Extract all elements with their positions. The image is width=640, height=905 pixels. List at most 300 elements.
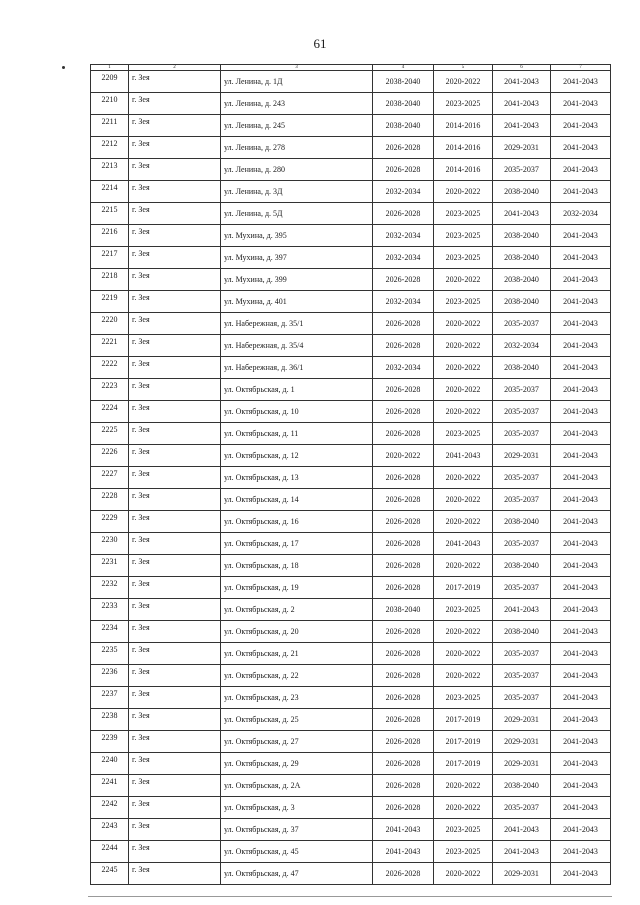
table-body: [91, 71, 611, 885]
period-cell: 2026-2028: [373, 401, 434, 423]
period-cell: 2032-2034: [373, 247, 434, 269]
address-cell: ул. Ленина, д. 278: [221, 137, 373, 159]
period-cell: 2041-2043: [551, 775, 611, 797]
period-cell: 2038-2040: [493, 247, 551, 269]
period-cell: 2041-2043: [551, 599, 611, 621]
period-cell: 2041-2043: [551, 269, 611, 291]
city-cell: г. Зея: [129, 511, 221, 533]
period-cell: 2020-2022: [434, 71, 493, 93]
city-cell: г. Зея: [129, 687, 221, 709]
period-cell: 2035-2037: [493, 489, 551, 511]
city-cell: г. Зея: [129, 225, 221, 247]
table-row: [91, 599, 611, 621]
period-cell: 2041-2043: [551, 687, 611, 709]
period-cell: 2035-2037: [493, 797, 551, 819]
period-cell: 2035-2037: [493, 577, 551, 599]
period-cell: 2023-2025: [434, 687, 493, 709]
period-cell: 2026-2028: [373, 555, 434, 577]
address-cell: ул. Октябрьская, д. 12: [221, 445, 373, 467]
city-cell: г. Зея: [129, 819, 221, 841]
row-number-cell: 2223: [91, 379, 129, 401]
period-cell: 2041-2043: [493, 93, 551, 115]
period-cell: 2041-2043: [493, 203, 551, 225]
period-cell: 2026-2028: [373, 731, 434, 753]
period-cell: 2041-2043: [493, 819, 551, 841]
column-number-header: 5: [434, 65, 493, 71]
table-row: [91, 643, 611, 665]
row-number-cell: 2212: [91, 137, 129, 159]
row-number-cell: 2230: [91, 533, 129, 555]
period-cell: 2035-2037: [493, 533, 551, 555]
row-number-cell: 2215: [91, 203, 129, 225]
row-number-cell: 2240: [91, 753, 129, 775]
period-cell: 2026-2028: [373, 643, 434, 665]
city-cell: г. Зея: [129, 731, 221, 753]
period-cell: 2035-2037: [493, 401, 551, 423]
address-cell: ул. Октябрьская, д. 13: [221, 467, 373, 489]
address-cell: ул. Октябрьская, д. 27: [221, 731, 373, 753]
row-number-cell: 2218: [91, 269, 129, 291]
table-row: [91, 467, 611, 489]
period-cell: 2038-2040: [493, 291, 551, 313]
period-cell: 2041-2043: [551, 621, 611, 643]
table-row: [91, 313, 611, 335]
period-cell: 2041-2043: [493, 115, 551, 137]
city-cell: г. Зея: [129, 247, 221, 269]
period-cell: 2029-2031: [493, 445, 551, 467]
address-cell: ул. Мухина, д. 397: [221, 247, 373, 269]
period-cell: 2026-2028: [373, 379, 434, 401]
table-row: [91, 181, 611, 203]
page-number: 61: [313, 36, 327, 51]
table-row: [91, 401, 611, 423]
city-cell: г. Зея: [129, 467, 221, 489]
city-cell: г. Зея: [129, 709, 221, 731]
period-cell: 2026-2028: [373, 665, 434, 687]
row-number-cell: 2214: [91, 181, 129, 203]
period-cell: 2035-2037: [493, 423, 551, 445]
period-cell: 2020-2022: [434, 269, 493, 291]
address-cell: ул. Мухина, д. 401: [221, 291, 373, 313]
address-cell: ул. Октябрьская, д. 37: [221, 819, 373, 841]
table-row: [91, 159, 611, 181]
period-cell: 2041-2043: [551, 357, 611, 379]
period-cell: 2041-2043: [551, 665, 611, 687]
period-cell: 2014-2016: [434, 137, 493, 159]
table-row: [91, 577, 611, 599]
period-cell: 2041-2043: [551, 533, 611, 555]
row-number-cell: 2232: [91, 577, 129, 599]
period-cell: 2038-2040: [493, 181, 551, 203]
period-cell: 2041-2043: [551, 137, 611, 159]
period-cell: 2026-2028: [373, 335, 434, 357]
city-cell: г. Зея: [129, 137, 221, 159]
bottom-rule: [88, 896, 612, 897]
period-cell: 2023-2025: [434, 291, 493, 313]
city-cell: г. Зея: [129, 797, 221, 819]
city-cell: г. Зея: [129, 841, 221, 863]
city-cell: г. Зея: [129, 115, 221, 137]
period-cell: 2026-2028: [373, 313, 434, 335]
table-row: [91, 379, 611, 401]
period-cell: 2014-2016: [434, 159, 493, 181]
period-cell: 2020-2022: [434, 467, 493, 489]
period-cell: 2020-2022: [434, 643, 493, 665]
column-number-header: 4: [373, 65, 434, 71]
table-row: [91, 71, 611, 93]
city-cell: г. Зея: [129, 71, 221, 93]
period-cell: 2041-2043: [434, 533, 493, 555]
period-cell: 2017-2019: [434, 709, 493, 731]
row-number-cell: 2231: [91, 555, 129, 577]
table-row: [91, 555, 611, 577]
period-cell: 2017-2019: [434, 753, 493, 775]
period-cell: 2038-2040: [493, 225, 551, 247]
period-cell: 2026-2028: [373, 621, 434, 643]
table-row: [91, 709, 611, 731]
address-cell: ул. Октябрьская, д. 16: [221, 511, 373, 533]
period-cell: 2020-2022: [434, 511, 493, 533]
row-number-cell: 2233: [91, 599, 129, 621]
period-cell: 2023-2025: [434, 599, 493, 621]
row-number-cell: 2213: [91, 159, 129, 181]
row-number-cell: 2238: [91, 709, 129, 731]
table-row: [91, 687, 611, 709]
period-cell: 2041-2043: [373, 841, 434, 863]
period-cell: 2017-2019: [434, 731, 493, 753]
address-cell: ул. Октябрьская, д. 14: [221, 489, 373, 511]
city-cell: г. Зея: [129, 401, 221, 423]
period-cell: 2020-2022: [434, 797, 493, 819]
city-cell: г. Зея: [129, 753, 221, 775]
period-cell: 2038-2040: [373, 115, 434, 137]
period-cell: 2041-2043: [551, 291, 611, 313]
row-number-cell: 2226: [91, 445, 129, 467]
table-row: [91, 423, 611, 445]
period-cell: 2020-2022: [434, 665, 493, 687]
address-cell: ул. Октябрьская, д. 20: [221, 621, 373, 643]
city-cell: г. Зея: [129, 291, 221, 313]
period-cell: 2041-2043: [551, 159, 611, 181]
city-cell: г. Зея: [129, 269, 221, 291]
row-number-cell: 2245: [91, 863, 129, 885]
period-cell: 2020-2022: [434, 357, 493, 379]
schedule-table: [90, 64, 611, 885]
period-cell: 2023-2025: [434, 841, 493, 863]
city-cell: г. Зея: [129, 599, 221, 621]
period-cell: 2041-2043: [551, 115, 611, 137]
table-row: [91, 665, 611, 687]
period-cell: 2035-2037: [493, 159, 551, 181]
address-cell: ул. Октябрьская, д. 2А: [221, 775, 373, 797]
period-cell: 2041-2043: [551, 247, 611, 269]
period-cell: 2020-2022: [434, 181, 493, 203]
row-number-cell: 2234: [91, 621, 129, 643]
table-row: [91, 621, 611, 643]
period-cell: 2032-2034: [373, 291, 434, 313]
table-row: [91, 203, 611, 225]
table-row: [91, 225, 611, 247]
period-cell: 2041-2043: [493, 841, 551, 863]
period-cell: 2041-2043: [551, 489, 611, 511]
period-cell: 2041-2043: [551, 71, 611, 93]
period-cell: 2041-2043: [373, 819, 434, 841]
period-cell: 2029-2031: [493, 753, 551, 775]
period-cell: 2020-2022: [434, 489, 493, 511]
row-number-cell: 2228: [91, 489, 129, 511]
period-cell: 2041-2043: [493, 71, 551, 93]
period-cell: 2020-2022: [434, 775, 493, 797]
period-cell: 2038-2040: [493, 357, 551, 379]
period-cell: 2032-2034: [551, 203, 611, 225]
column-number-header: 1: [91, 65, 129, 71]
city-cell: г. Зея: [129, 313, 221, 335]
period-cell: 2032-2034: [373, 357, 434, 379]
period-cell: 2023-2025: [434, 423, 493, 445]
address-cell: ул. Октябрьская, д. 18: [221, 555, 373, 577]
period-cell: 2023-2025: [434, 203, 493, 225]
period-cell: 2026-2028: [373, 863, 434, 885]
address-cell: ул. Мухина, д. 399: [221, 269, 373, 291]
column-number-header: 6: [493, 65, 551, 71]
period-cell: 2035-2037: [493, 379, 551, 401]
period-cell: 2041-2043: [551, 709, 611, 731]
period-cell: 2038-2040: [493, 555, 551, 577]
table-row: [91, 269, 611, 291]
period-cell: 2020-2022: [373, 445, 434, 467]
period-cell: 2035-2037: [493, 665, 551, 687]
period-cell: 2026-2028: [373, 797, 434, 819]
row-number-cell: 2242: [91, 797, 129, 819]
table-row: [91, 797, 611, 819]
city-cell: г. Зея: [129, 533, 221, 555]
table-row: [91, 137, 611, 159]
period-cell: 2026-2028: [373, 423, 434, 445]
row-number-cell: 2211: [91, 115, 129, 137]
period-cell: 2041-2043: [551, 555, 611, 577]
table-row: [91, 247, 611, 269]
address-cell: ул. Октябрьская, д. 1: [221, 379, 373, 401]
period-cell: 2035-2037: [493, 313, 551, 335]
row-number-cell: 2221: [91, 335, 129, 357]
period-cell: 2026-2028: [373, 775, 434, 797]
period-cell: 2041-2043: [551, 841, 611, 863]
period-cell: 2020-2022: [434, 313, 493, 335]
period-cell: 2026-2028: [373, 687, 434, 709]
margin-dot: [62, 66, 65, 69]
city-cell: г. Зея: [129, 159, 221, 181]
table-row: [91, 731, 611, 753]
period-cell: 2023-2025: [434, 819, 493, 841]
period-cell: 2041-2043: [551, 445, 611, 467]
table-row: [91, 863, 611, 885]
period-cell: 2041-2043: [551, 401, 611, 423]
period-cell: 2041-2043: [551, 225, 611, 247]
table-row: [91, 511, 611, 533]
table-row: [91, 533, 611, 555]
table-row: [91, 841, 611, 863]
address-cell: ул. Октябрьская, д. 19: [221, 577, 373, 599]
period-cell: 2020-2022: [434, 335, 493, 357]
period-cell: 2041-2043: [551, 753, 611, 775]
address-cell: ул. Ленина, д. 3Д: [221, 181, 373, 203]
period-cell: 2041-2043: [434, 445, 493, 467]
period-cell: 2029-2031: [493, 863, 551, 885]
period-cell: 2038-2040: [493, 269, 551, 291]
table-row: [91, 335, 611, 357]
period-cell: 2026-2028: [373, 511, 434, 533]
city-cell: г. Зея: [129, 621, 221, 643]
period-cell: 2038-2040: [493, 511, 551, 533]
table-row: [91, 115, 611, 137]
table-row: [91, 445, 611, 467]
address-cell: ул. Ленина, д. 1Д: [221, 71, 373, 93]
address-cell: ул. Октябрьская, д. 22: [221, 665, 373, 687]
period-cell: 2041-2043: [551, 819, 611, 841]
address-cell: ул. Октябрьская, д. 45: [221, 841, 373, 863]
period-cell: 2041-2043: [551, 379, 611, 401]
row-number-cell: 2224: [91, 401, 129, 423]
column-number-header: 3: [221, 65, 373, 71]
table-row: [91, 775, 611, 797]
city-cell: г. Зея: [129, 863, 221, 885]
period-cell: 2017-2019: [434, 577, 493, 599]
city-cell: г. Зея: [129, 577, 221, 599]
address-cell: ул. Октябрьская, д. 25: [221, 709, 373, 731]
row-number-cell: 2237: [91, 687, 129, 709]
row-number-cell: 2236: [91, 665, 129, 687]
city-cell: г. Зея: [129, 643, 221, 665]
period-cell: 2041-2043: [551, 467, 611, 489]
column-number-header: 7: [551, 65, 611, 71]
period-cell: 2032-2034: [493, 335, 551, 357]
city-cell: г. Зея: [129, 665, 221, 687]
address-cell: ул. Октябрьская, д. 47: [221, 863, 373, 885]
table-row: [91, 753, 611, 775]
period-cell: 2020-2022: [434, 401, 493, 423]
period-cell: 2038-2040: [373, 71, 434, 93]
period-cell: 2041-2043: [551, 511, 611, 533]
address-cell: ул. Набережная, д. 36/1: [221, 357, 373, 379]
period-cell: 2041-2043: [493, 599, 551, 621]
period-cell: 2041-2043: [551, 423, 611, 445]
row-number-cell: 2222: [91, 357, 129, 379]
row-number-cell: 2217: [91, 247, 129, 269]
period-cell: 2026-2028: [373, 533, 434, 555]
period-cell: 2026-2028: [373, 489, 434, 511]
city-cell: г. Зея: [129, 379, 221, 401]
period-cell: 2023-2025: [434, 247, 493, 269]
address-cell: ул. Ленина, д. 243: [221, 93, 373, 115]
city-cell: г. Зея: [129, 203, 221, 225]
period-cell: 2041-2043: [551, 577, 611, 599]
period-cell: 2026-2028: [373, 203, 434, 225]
city-cell: г. Зея: [129, 555, 221, 577]
period-cell: 2029-2031: [493, 731, 551, 753]
period-cell: 2026-2028: [373, 269, 434, 291]
period-cell: 2041-2043: [551, 181, 611, 203]
period-cell: 2020-2022: [434, 863, 493, 885]
row-number-cell: 2219: [91, 291, 129, 313]
table-row: [91, 291, 611, 313]
period-cell: 2041-2043: [551, 643, 611, 665]
period-cell: 2026-2028: [373, 577, 434, 599]
address-cell: ул. Набережная, д. 35/1: [221, 313, 373, 335]
period-cell: 2026-2028: [373, 467, 434, 489]
period-cell: 2041-2043: [551, 863, 611, 885]
period-cell: 2023-2025: [434, 225, 493, 247]
row-number-cell: 2235: [91, 643, 129, 665]
address-cell: ул. Набережная, д. 35/4: [221, 335, 373, 357]
period-cell: 2026-2028: [373, 753, 434, 775]
period-cell: 2041-2043: [551, 797, 611, 819]
address-cell: ул. Октябрьская, д. 3: [221, 797, 373, 819]
period-cell: 2035-2037: [493, 643, 551, 665]
city-cell: г. Зея: [129, 181, 221, 203]
table-row: [91, 357, 611, 379]
table-row: [91, 819, 611, 841]
address-cell: ул. Октябрьская, д. 21: [221, 643, 373, 665]
city-cell: г. Зея: [129, 445, 221, 467]
row-number-cell: 2229: [91, 511, 129, 533]
row-number-cell: 2210: [91, 93, 129, 115]
period-cell: 2026-2028: [373, 159, 434, 181]
address-cell: ул. Октябрьская, д. 10: [221, 401, 373, 423]
column-number-header: 2: [129, 65, 221, 71]
row-number-cell: 2216: [91, 225, 129, 247]
address-cell: ул. Октябрьская, д. 17: [221, 533, 373, 555]
city-cell: г. Зея: [129, 357, 221, 379]
period-cell: 2023-2025: [434, 93, 493, 115]
address-cell: ул. Октябрьская, д. 29: [221, 753, 373, 775]
address-cell: ул. Октябрьская, д. 11: [221, 423, 373, 445]
address-cell: ул. Ленина, д. 280: [221, 159, 373, 181]
city-cell: г. Зея: [129, 335, 221, 357]
row-number-cell: 2209: [91, 71, 129, 93]
row-number-cell: 2243: [91, 819, 129, 841]
table-row: [91, 489, 611, 511]
period-cell: 2038-2040: [493, 621, 551, 643]
address-cell: ул. Октябрьская, д. 2: [221, 599, 373, 621]
period-cell: 2026-2028: [373, 709, 434, 731]
city-cell: г. Зея: [129, 489, 221, 511]
row-number-cell: 2220: [91, 313, 129, 335]
row-number-cell: 2244: [91, 841, 129, 863]
city-cell: г. Зея: [129, 93, 221, 115]
period-cell: 2020-2022: [434, 555, 493, 577]
period-cell: 2026-2028: [373, 137, 434, 159]
row-number-cell: 2225: [91, 423, 129, 445]
period-cell: 2038-2040: [373, 599, 434, 621]
period-cell: 2041-2043: [551, 93, 611, 115]
address-cell: ул. Октябрьская, д. 23: [221, 687, 373, 709]
period-cell: 2032-2034: [373, 225, 434, 247]
address-cell: ул. Мухина, д. 395: [221, 225, 373, 247]
row-number-cell: 2227: [91, 467, 129, 489]
period-cell: 2029-2031: [493, 137, 551, 159]
period-cell: 2020-2022: [434, 621, 493, 643]
address-cell: ул. Ленина, д. 5Д: [221, 203, 373, 225]
table-row: [91, 93, 611, 115]
row-number-cell: 2239: [91, 731, 129, 753]
period-cell: 2029-2031: [493, 709, 551, 731]
address-cell: ул. Ленина, д. 245: [221, 115, 373, 137]
period-cell: 2041-2043: [551, 313, 611, 335]
period-cell: 2041-2043: [551, 335, 611, 357]
period-cell: 2035-2037: [493, 467, 551, 489]
period-cell: 2038-2040: [373, 93, 434, 115]
period-cell: 2032-2034: [373, 181, 434, 203]
